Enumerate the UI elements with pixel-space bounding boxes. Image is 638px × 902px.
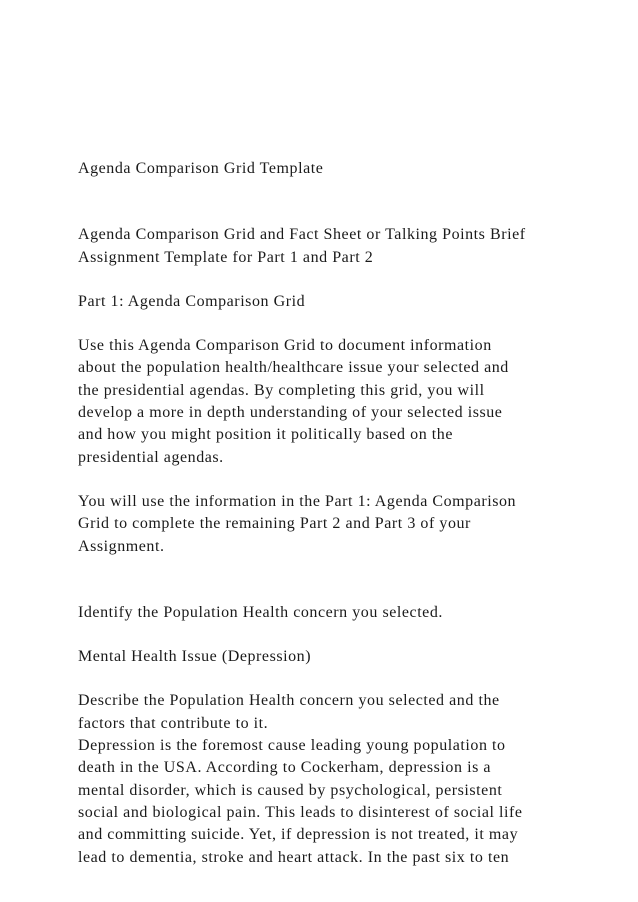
spacer [78,269,568,291]
document-subtitle: Agenda Comparison Grid and Fact Sheet or Talking Points Brief Assignment Template for Part 1 and Part 2 [78,226,526,266]
document-title: Agenda Comparison Grid Template [78,160,324,177]
part1-heading: Part 1: Agenda Comparison Grid [78,292,306,310]
spacer [78,469,568,491]
identify-answer: Mental Health Issue (Depression) [78,648,312,666]
describe-answer: Depression is the foremost cause leading young population to death in the USA. According to Cockerham, depression is a mental disorder, which is caused by psychological, persistent social and biological pain. This leads to disinterest of social life and committing suicide. Yet, if depression is not treated, it may lead to dementia, stroke and heart attack. In the past six to ten [78,737,523,866]
describe-prompt: Describe the Population Health concern you selected and the factors that contribute to it. [78,692,500,732]
identify-prompt: Identify the Population Health concern you selected. [78,603,443,621]
spacer [78,624,568,646]
spacer [78,558,568,602]
spacer [78,180,568,224]
document-body [78,158,568,869]
spacer [78,313,568,335]
spacer [78,668,568,690]
intro-paragraph: Use this Agenda Comparison Grid to document information about the population health/healthcare issue your selected and the presidential agendas. By completing this grid, you will develop a more in depth understanding of your selected issue and how you might position it politically based on the presidential agendas. [78,337,509,466]
usage-paragraph: You will use the information in the Part 1: Agenda Comparison Grid to complete the remaining Part 2 and Part 3 of your Assignment. [78,492,517,555]
